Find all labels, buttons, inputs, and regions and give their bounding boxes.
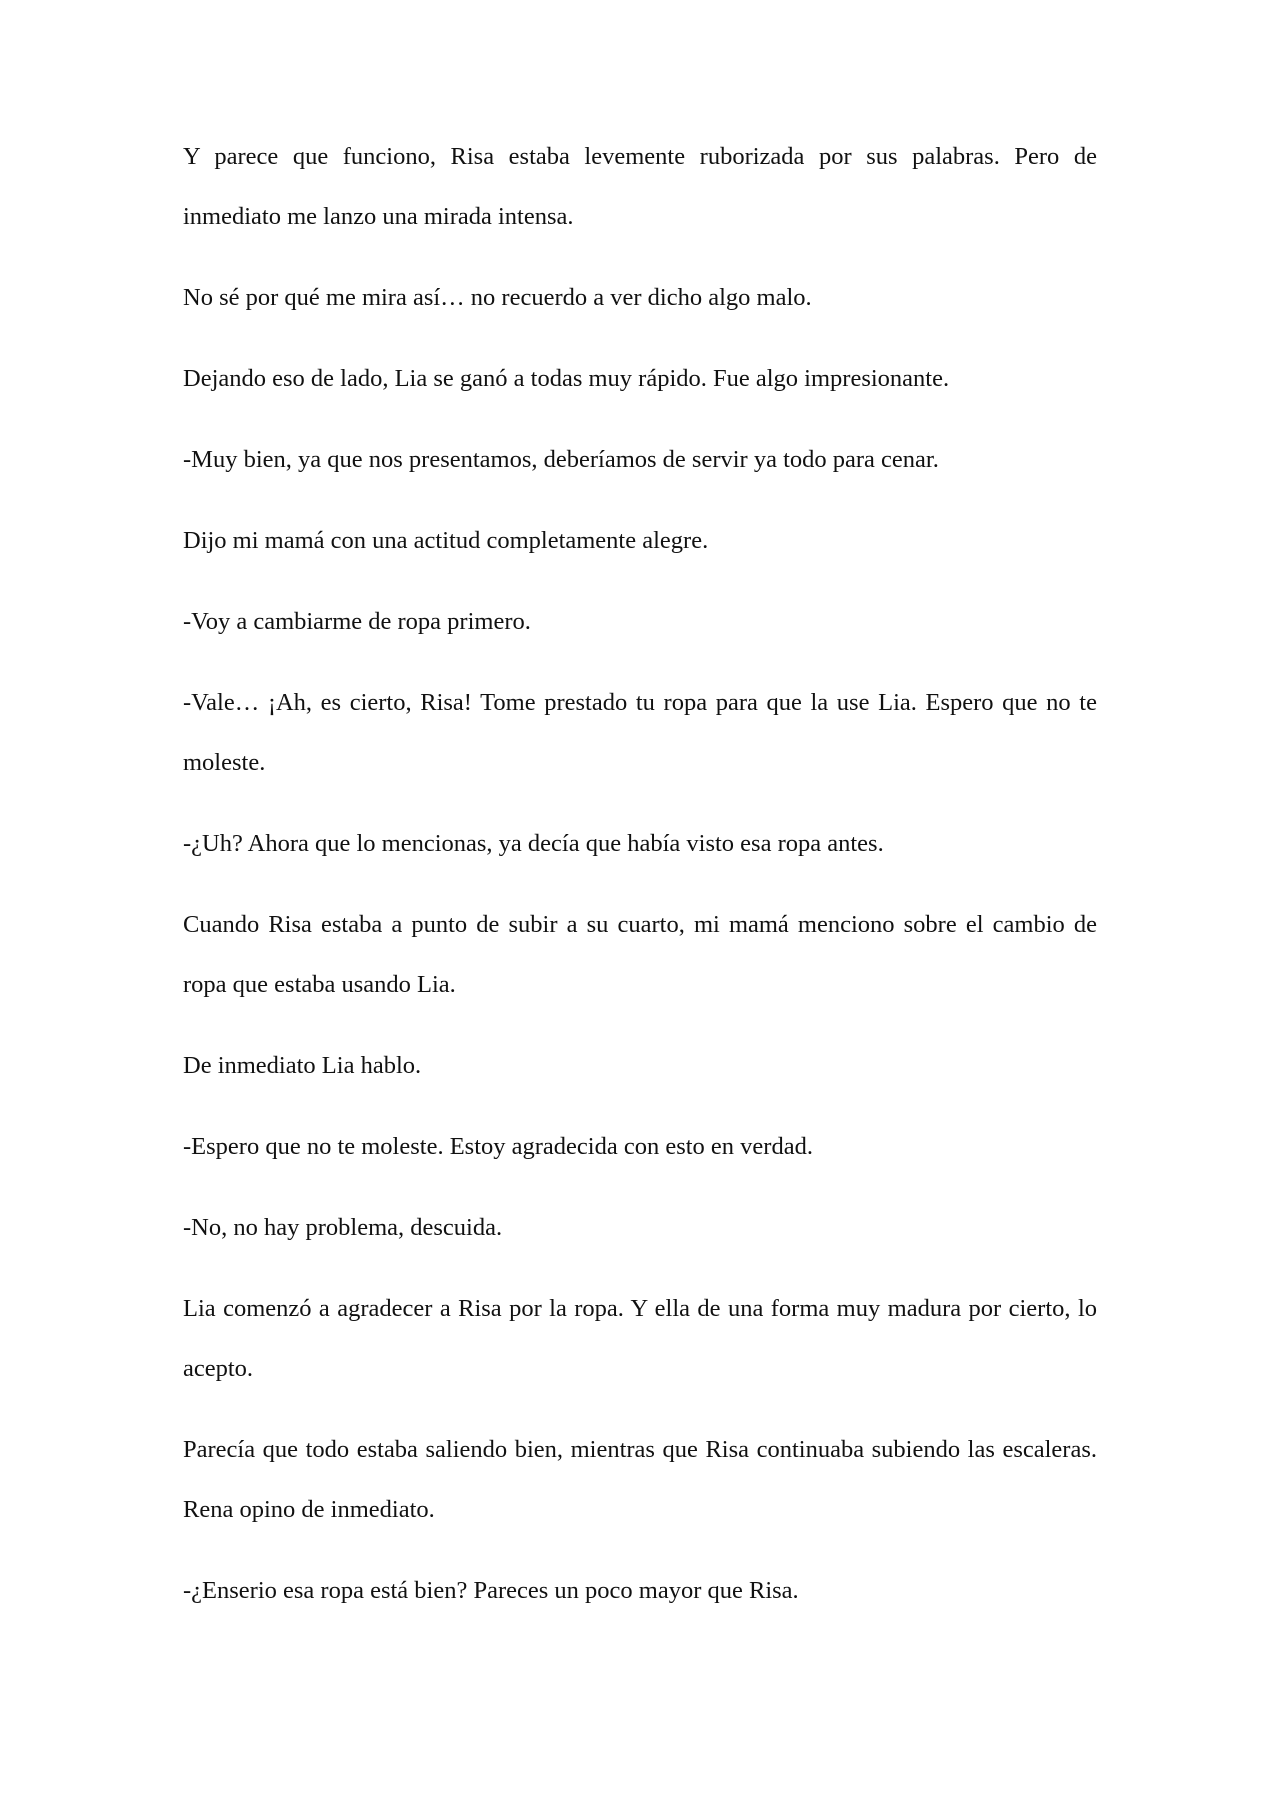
paragraph: De inmediato Lia hablo. — [183, 1052, 422, 1079]
paragraph: Cuando Risa estaba a punto de subir a su cuarto, mi mamá menciono sobre el cambio de ropa que estaba usando Lia. — [183, 911, 1097, 998]
paragraph: Dejando eso de lado, Lia se ganó a todas muy rápido. Fue algo impresionante. — [183, 365, 950, 392]
paragraph: Parecía que todo estaba saliendo bien, mientras que Risa continuaba subiendo las escaleras. Rena opino de inmediato. — [183, 1436, 1097, 1523]
paragraph: -Vale… ¡Ah, es cierto, Risa! Tome prestado tu ropa para que la use Lia. Espero que no te moleste. — [183, 689, 1097, 776]
paragraph: Dijo mi mamá con una actitud completamente alegre. — [183, 527, 709, 554]
paragraph: -Muy bien, ya que nos presentamos, deberíamos de servir ya todo para cenar. — [183, 446, 939, 473]
paragraph: Lia comenzó a agradecer a Risa por la ropa. Y ella de una forma muy madura por cierto, lo acepto. — [183, 1295, 1097, 1382]
document-body — [183, 145, 1097, 1642]
paragraph: -Voy a cambiarme de ropa primero. — [183, 608, 531, 635]
paragraph: -¿Enserio esa ropa está bien? Pareces un poco mayor que Risa. — [183, 1577, 799, 1604]
paragraph: -No, no hay problema, descuida. — [183, 1214, 503, 1241]
paragraph: Y parece que funciono, Risa estaba levemente ruborizada por sus palabras. Pero de inmediato me lanzo una mirada intensa. — [183, 143, 1097, 230]
paragraph: -Espero que no te moleste. Estoy agradecida con esto en verdad. — [183, 1133, 813, 1160]
paragraph: No sé por qué me mira así… no recuerdo a ver dicho algo malo. — [183, 284, 812, 311]
paragraph: -¿Uh? Ahora que lo mencionas, ya decía que había visto esa ropa antes. — [183, 830, 884, 857]
